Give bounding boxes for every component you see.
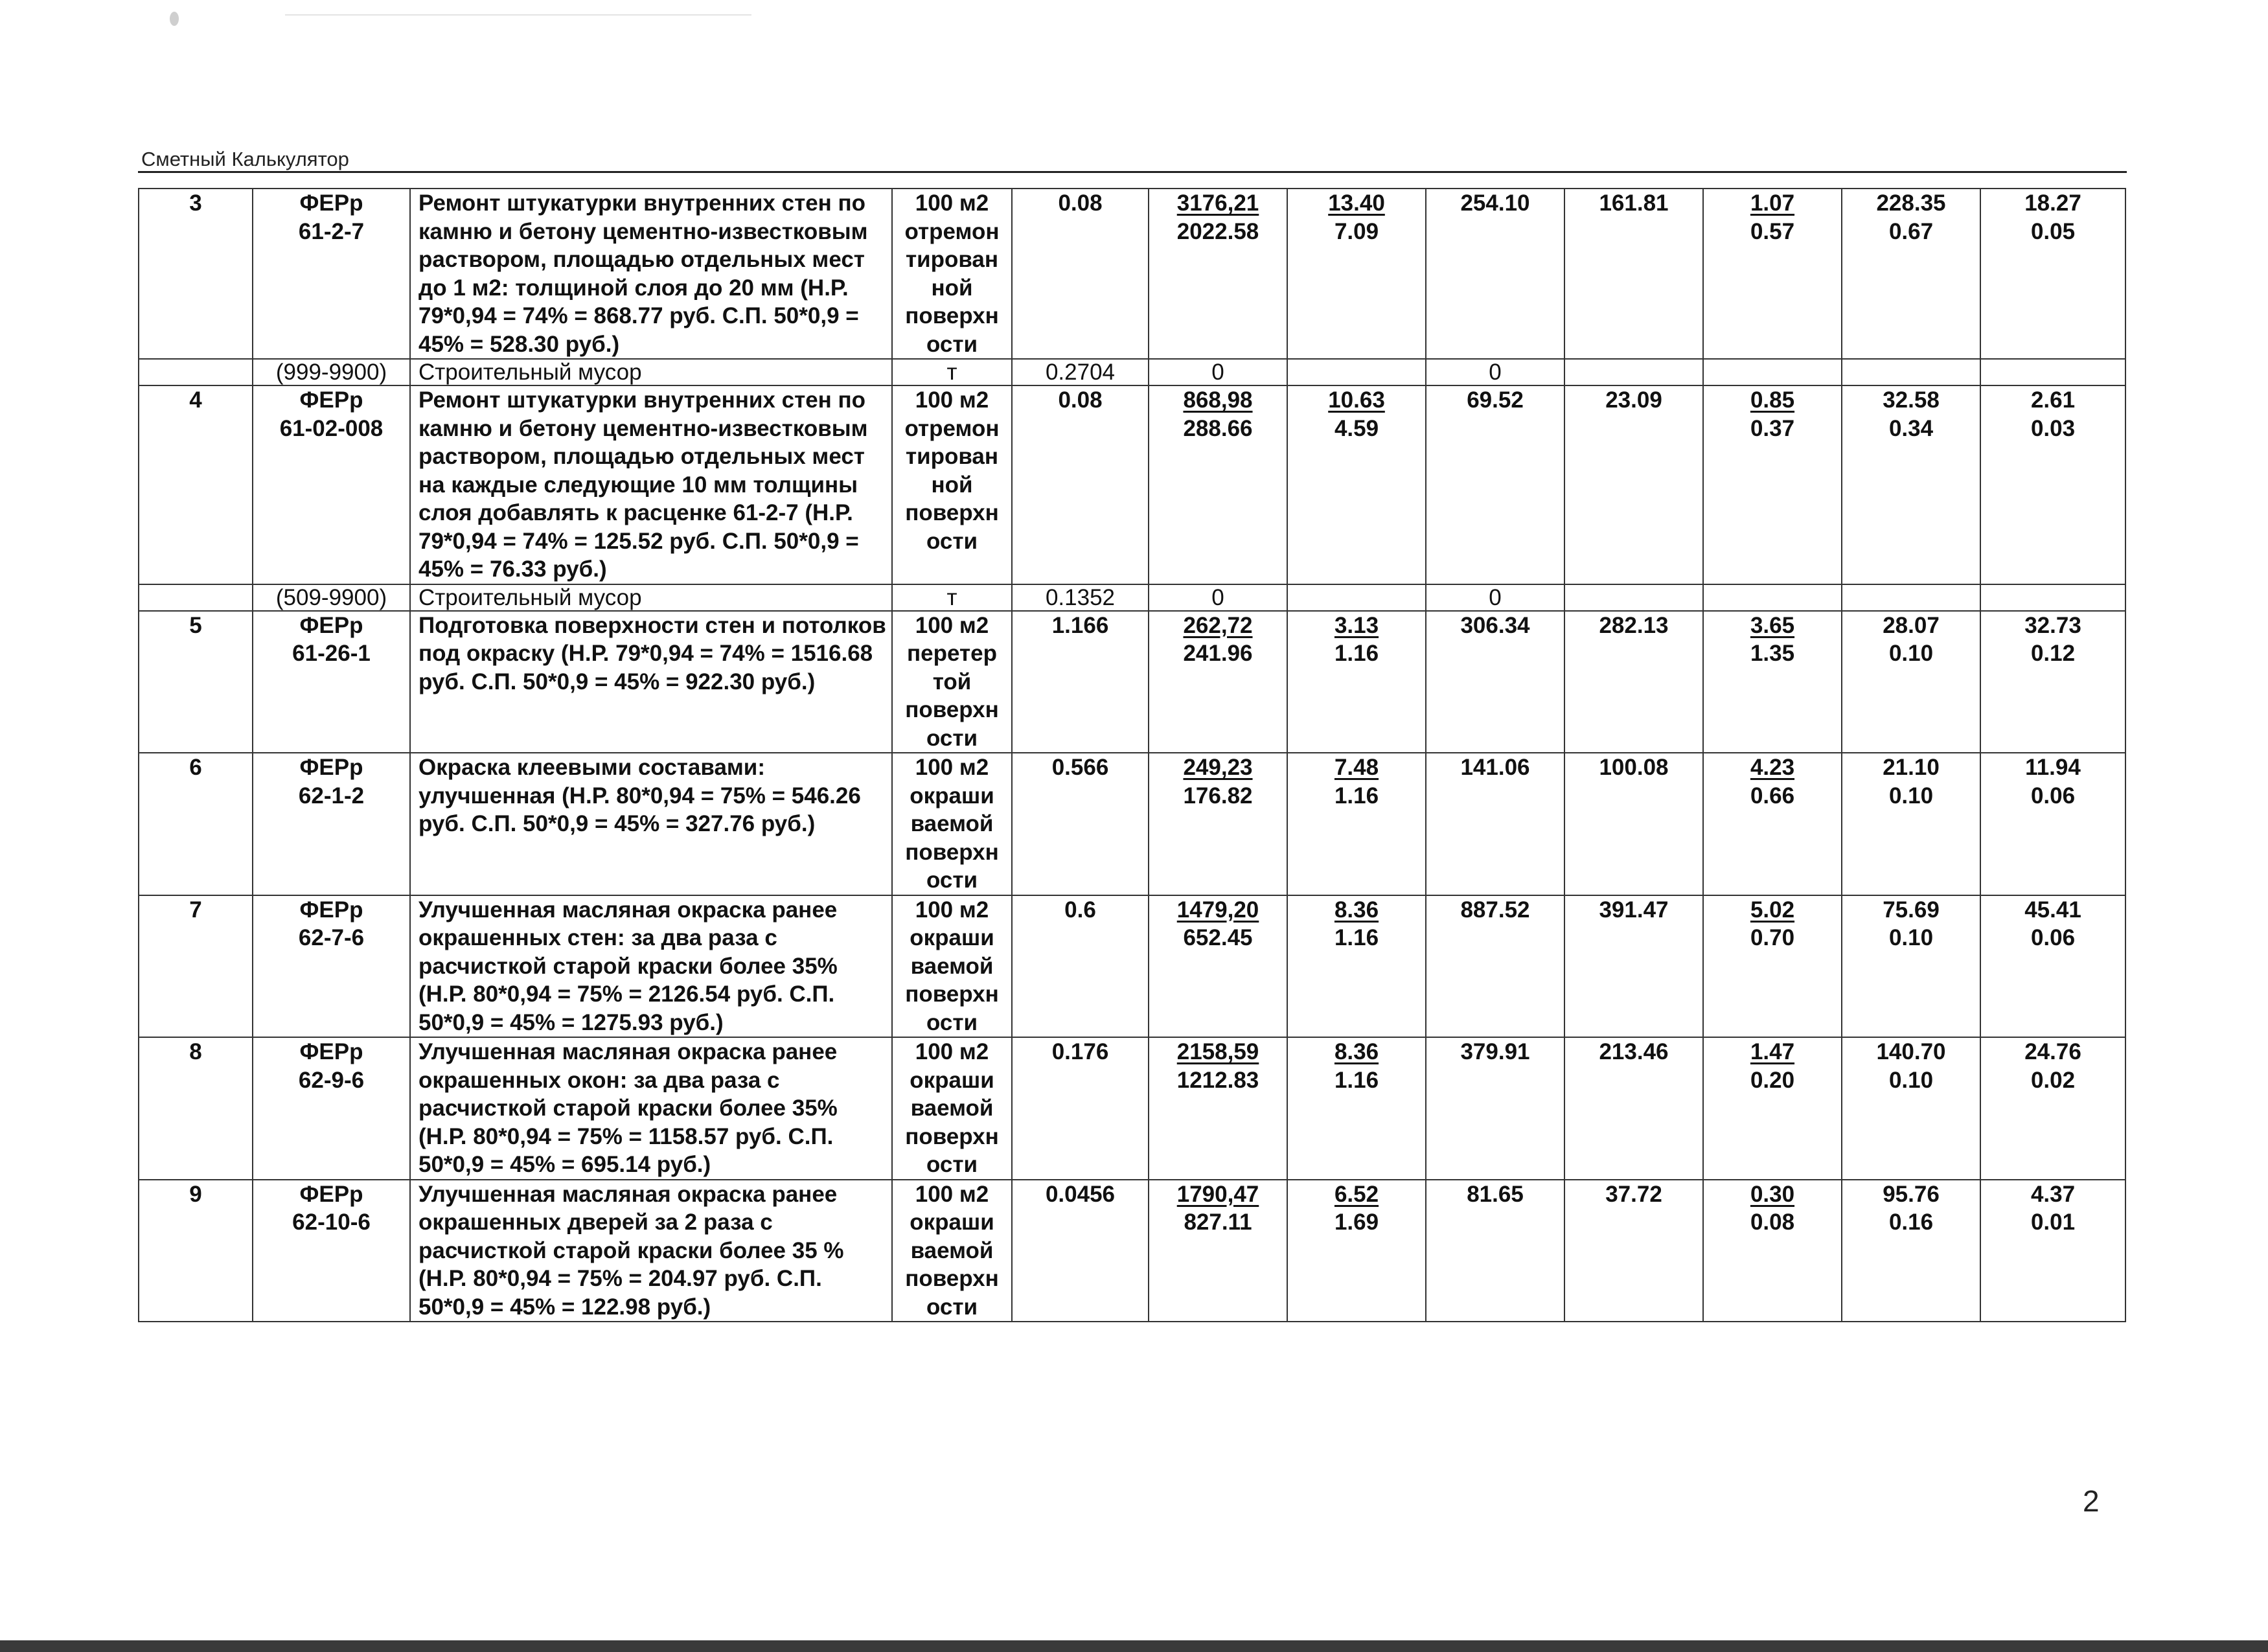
- measure-unit: 100 м2 окраши ваемой поверхн ости: [892, 1180, 1012, 1322]
- labor-per-unit: [1842, 584, 1980, 611]
- work-description: Улучшенная масляная окраска ранее окрашенных окон: за два раза с расчисткой старой краски более 35% (Н.Р. 80*0,94 = 75% = 1158.57 руб. С.П. 50*0,9 = 45% = 695.14 руб.): [410, 1037, 892, 1180]
- estimate-table: [138, 188, 2126, 1322]
- machine-cost-bottom: 1.16: [1334, 641, 1379, 666]
- machine-cost-bottom: 4.59: [1334, 415, 1379, 441]
- wages-total: 23.09: [1564, 385, 1703, 584]
- labor-per-unit-bottom: 0.10: [1888, 1067, 1934, 1093]
- machine-total: [1703, 385, 1842, 584]
- unit-cost-top: [1152, 189, 1284, 218]
- machine-cost-top: [1290, 896, 1423, 924]
- labor-per-unit-bottom: 0.10: [1888, 783, 1934, 809]
- labor-total-bottom: 0.03: [2030, 415, 2076, 441]
- measure-unit: 100 м2 окраши ваемой поверхн ости: [892, 895, 1012, 1038]
- unit-cost: [1149, 611, 1287, 753]
- work-description: Строительный мусор: [410, 359, 892, 385]
- work-description: Окраска клеевыми составами: улучшенная (Н.Р. 80*0,94 = 75% = 546.26 руб. С.П. 50*0,9 = 45% = 327.76 руб.): [410, 753, 892, 895]
- machine-cost: [1287, 584, 1426, 611]
- machine-total-top: [1706, 612, 1838, 640]
- machine-total-top-value: 3.65: [1750, 612, 1795, 638]
- machine-cost-bottom: 7.09: [1334, 218, 1379, 244]
- rate-code: ФЕРр 62-10-6: [253, 1180, 410, 1322]
- table-row: [139, 611, 2125, 753]
- labor-total-top: 4.37: [2030, 1181, 2076, 1207]
- page-number: 2: [2083, 1484, 2100, 1518]
- machine-cost-top: [1290, 189, 1423, 218]
- labor-total-top: 45.41: [2024, 897, 2081, 923]
- machine-cost-top-value: 8.36: [1334, 897, 1379, 923]
- unit-cost: [1149, 385, 1287, 584]
- wages-total: 391.47: [1564, 895, 1703, 1038]
- machine-total: [1703, 611, 1842, 753]
- labor-per-unit-top: 75.69: [1883, 897, 1940, 923]
- labor-per-unit: [1842, 895, 1980, 1038]
- total-cost: 887.52: [1426, 895, 1564, 1038]
- machine-cost-top: [1290, 1180, 1423, 1209]
- machine-cost: [1287, 611, 1426, 753]
- machine-total-top-value: 0.85: [1750, 387, 1795, 413]
- machine-cost-top: [1290, 1038, 1423, 1066]
- machine-total-top-value: 0.30: [1750, 1181, 1795, 1207]
- row-number: [139, 359, 253, 385]
- rate-code: (509-9900): [253, 584, 410, 611]
- labor-per-unit: [1842, 611, 1980, 753]
- machine-total-top-value: 1.47: [1750, 1039, 1795, 1064]
- labor-total: [1980, 1180, 2125, 1322]
- wages-total: 37.72: [1564, 1180, 1703, 1322]
- machine-cost-top: [1290, 753, 1423, 782]
- labor-total: [1980, 584, 2125, 611]
- unit-cost-top: [1152, 1038, 1284, 1066]
- machine-cost: [1287, 1180, 1426, 1322]
- labor-total-top: 2.61: [2030, 387, 2076, 413]
- labor-total: [1980, 611, 2125, 753]
- machine-total: [1703, 189, 1842, 359]
- unit-cost: [1149, 1180, 1287, 1322]
- unit-cost-bottom: 652.45: [1183, 925, 1253, 950]
- quantity: 0.0456: [1012, 1180, 1149, 1322]
- machine-total: [1703, 895, 1842, 1038]
- total-cost: 379.91: [1426, 1037, 1564, 1180]
- table-row: [139, 753, 2125, 895]
- measure-unit: 100 м2 отремон тирован ной поверхн ости: [892, 189, 1012, 359]
- machine-total-top-value: 4.23: [1750, 755, 1795, 780]
- measure-unit: 100 м2 окраши ваемой поверхн ости: [892, 1037, 1012, 1180]
- machine-total-top: [1706, 189, 1838, 218]
- quantity: 0.176: [1012, 1037, 1149, 1180]
- unit-cost-bottom: 176.82: [1183, 783, 1253, 809]
- labor-per-unit: [1842, 1180, 1980, 1322]
- labor-per-unit-top: 28.07: [1883, 612, 1940, 638]
- machine-cost: [1287, 753, 1426, 895]
- machine-total: [1703, 1180, 1842, 1322]
- header-rule: [138, 171, 2127, 173]
- machine-cost-top-value: 13.40: [1328, 190, 1385, 216]
- scan-edge-bar: [0, 1640, 2268, 1652]
- labor-per-unit: [1842, 189, 1980, 359]
- machine-total: [1703, 1037, 1842, 1180]
- labor-total-top: 18.27: [2024, 190, 2081, 216]
- total-cost: 141.06: [1426, 753, 1564, 895]
- unit-cost-top-value: 249,23: [1183, 755, 1253, 780]
- labor-total-top: 24.76: [2024, 1039, 2081, 1064]
- unit-cost-top-value: 868,98: [1183, 387, 1253, 413]
- machine-cost-top-value: 8.36: [1334, 1039, 1379, 1064]
- machine-total-top: [1706, 386, 1838, 415]
- unit-cost-top: [1152, 386, 1284, 415]
- labor-total-bottom: 0.05: [2030, 218, 2076, 244]
- labor-total: [1980, 895, 2125, 1038]
- table-row: [139, 189, 2125, 359]
- total-cost: 0: [1426, 359, 1564, 385]
- unit-cost-bottom: 827.11: [1184, 1210, 1252, 1235]
- machine-total-top: [1706, 896, 1838, 924]
- labor-per-unit-bottom: 0.67: [1888, 218, 1934, 244]
- machine-total-bottom: 0.20: [1750, 1067, 1795, 1093]
- row-number: 8: [139, 1037, 253, 1180]
- labor-per-unit: [1842, 753, 1980, 895]
- unit-cost-top: [1152, 1180, 1284, 1209]
- machine-cost-top-value: 10.63: [1328, 387, 1385, 413]
- machine-total-top-value: 1.07: [1750, 190, 1795, 216]
- work-description: Ремонт штукатурки внутренних стен по камню и бетону цементно-известковым раствором, площадью отдельных мест до 1 м2: толщиной слоя до 20 мм (Н.Р. 79*0,94 = 74% = 868.77 руб. С.П. 50*0,9 = 45% = 528.30 руб.): [410, 189, 892, 359]
- quantity: 1.166: [1012, 611, 1149, 753]
- machine-total: [1703, 359, 1842, 385]
- machine-total-bottom: 0.66: [1750, 783, 1795, 809]
- row-number: 7: [139, 895, 253, 1038]
- labor-total: [1980, 189, 2125, 359]
- measure-unit: 100 м2 перетер той поверхн ости: [892, 611, 1012, 753]
- document-header-title: Сметный Калькулятор: [141, 148, 349, 170]
- wages-total: [1564, 584, 1703, 611]
- machine-cost-bottom: 1.16: [1334, 783, 1379, 809]
- unit-cost-bottom: 1212.83: [1176, 1067, 1259, 1093]
- row-number: [139, 584, 253, 611]
- unit-cost-top: [1152, 753, 1284, 782]
- labor-total-bottom: 0.12: [2030, 641, 2076, 666]
- measure-unit: т: [892, 359, 1012, 385]
- machine-total-bottom: 0.37: [1750, 415, 1795, 441]
- machine-cost: [1287, 385, 1426, 584]
- row-number: 6: [139, 753, 253, 895]
- labor-total-top: 32.73: [2024, 612, 2081, 638]
- machine-cost: [1287, 895, 1426, 1038]
- row-number: 9: [139, 1180, 253, 1322]
- machine-total-bottom: 0.57: [1750, 218, 1795, 244]
- unit-cost-top-value: 1479,20: [1176, 897, 1259, 923]
- labor-total-top: 11.94: [2025, 755, 2081, 780]
- labor-per-unit-top: 228.35: [1876, 190, 1946, 216]
- labor-total-bottom: 0.02: [2030, 1067, 2076, 1093]
- table-row: [139, 359, 2125, 385]
- machine-total-top-value: 5.02: [1750, 897, 1795, 923]
- machine-cost-top-value: 7.48: [1334, 755, 1379, 780]
- wages-total: [1564, 359, 1703, 385]
- total-cost: 306.34: [1426, 611, 1564, 753]
- rate-code: ФЕРр 61-2-7: [253, 189, 410, 359]
- machine-cost-bottom: 1.69: [1334, 1210, 1379, 1235]
- measure-unit: 100 м2 окраши ваемой поверхн ости: [892, 753, 1012, 895]
- unit-cost: [1149, 753, 1287, 895]
- rate-code: ФЕРр 62-7-6: [253, 895, 410, 1038]
- machine-total-top: [1706, 1180, 1838, 1209]
- unit-cost-top: 0: [1211, 584, 1224, 610]
- scan-speck: [170, 12, 179, 26]
- labor-per-unit-top: 21.10: [1883, 755, 1940, 780]
- total-cost: 0: [1426, 584, 1564, 611]
- unit-cost-top-value: 262,72: [1183, 612, 1253, 638]
- machine-cost: [1287, 1037, 1426, 1180]
- labor-total-bottom: 0.06: [2030, 925, 2076, 950]
- machine-total-bottom: 0.08: [1750, 1210, 1795, 1235]
- quantity: 0.1352: [1012, 584, 1149, 611]
- unit-cost: [1149, 584, 1287, 611]
- rate-code: ФЕРр 62-1-2: [253, 753, 410, 895]
- unit-cost-top: 0: [1211, 360, 1224, 385]
- labor-total-bottom: 0.01: [2030, 1210, 2076, 1235]
- machine-total: [1703, 584, 1842, 611]
- quantity: 0.566: [1012, 753, 1149, 895]
- total-cost: 81.65: [1426, 1180, 1564, 1322]
- wages-total: 213.46: [1564, 1037, 1703, 1180]
- unit-cost: [1149, 189, 1287, 359]
- table-row: [139, 1037, 2125, 1180]
- machine-total-bottom: 1.35: [1750, 641, 1795, 666]
- unit-cost-bottom: 241.96: [1183, 641, 1253, 666]
- measure-unit: 100 м2 отремон тирован ной поверхн ости: [892, 385, 1012, 584]
- table-row: [139, 385, 2125, 584]
- table-row: [139, 584, 2125, 611]
- work-description: Ремонт штукатурки внутренних стен по камню и бетону цементно-известковым раствором, площадью отдельных мест на каждые следующие 10 мм толщины слоя добавлять к расценке 61-2-7 (Н.Р. 79*0,94 = 74% = 125.52 руб. С.П. 50*0,9 = 45% = 76.33 руб.): [410, 385, 892, 584]
- unit-cost-bottom: 2022.58: [1176, 218, 1259, 244]
- rate-code: ФЕРр 61-26-1: [253, 611, 410, 753]
- wages-total: 161.81: [1564, 189, 1703, 359]
- work-description: Улучшенная масляная окраска ранее окрашенных дверей за 2 раза с расчисткой старой краски более 35 % (Н.Р. 80*0,94 = 75% = 204.97 руб. С.П. 50*0,9 = 45% = 122.98 руб.): [410, 1180, 892, 1322]
- labor-total: [1980, 385, 2125, 584]
- unit-cost-top-value: 1790,47: [1176, 1181, 1259, 1207]
- unit-cost-top-value: 2158,59: [1176, 1039, 1259, 1064]
- machine-total: [1703, 753, 1842, 895]
- unit-cost: [1149, 1037, 1287, 1180]
- rate-code: (999-9900): [253, 359, 410, 385]
- unit-cost-top: [1152, 896, 1284, 924]
- quantity: 0.08: [1012, 385, 1149, 584]
- scan-artifact-line: [285, 14, 751, 16]
- table-row: [139, 895, 2125, 1038]
- estimate-table-body: [139, 189, 2125, 1322]
- unit-cost-top: [1152, 612, 1284, 640]
- labor-per-unit: [1842, 1037, 1980, 1180]
- machine-cost-top-value: 3.13: [1334, 612, 1379, 638]
- machine-cost-top: [1290, 386, 1423, 415]
- unit-cost: [1149, 359, 1287, 385]
- quantity: 0.6: [1012, 895, 1149, 1038]
- row-number: 5: [139, 611, 253, 753]
- labor-per-unit-bottom: 0.16: [1888, 1210, 1934, 1235]
- work-description: Подготовка поверхности стен и потолков под окраску (Н.Р. 79*0,94 = 74% = 1516.68 руб. С.П. 50*0,9 = 45% = 922.30 руб.): [410, 611, 892, 753]
- wages-total: 282.13: [1564, 611, 1703, 753]
- unit-cost-top-value: 3176,21: [1176, 190, 1259, 216]
- labor-per-unit-bottom: 0.10: [1888, 641, 1934, 666]
- table-row: [139, 1180, 2125, 1322]
- labor-per-unit-bottom: 0.34: [1888, 415, 1934, 441]
- machine-cost-top: [1290, 612, 1423, 640]
- measure-unit: т: [892, 584, 1012, 611]
- machine-total-bottom: 0.70: [1750, 925, 1795, 950]
- machine-cost-top-value: 6.52: [1334, 1181, 1379, 1207]
- labor-total: [1980, 753, 2125, 895]
- row-number: 3: [139, 189, 253, 359]
- labor-per-unit: [1842, 359, 1980, 385]
- machine-cost: [1287, 189, 1426, 359]
- labor-total: [1980, 1037, 2125, 1180]
- quantity: 0.08: [1012, 189, 1149, 359]
- labor-per-unit: [1842, 385, 1980, 584]
- unit-cost-bottom: 288.66: [1183, 415, 1253, 441]
- labor-per-unit-top: 140.70: [1876, 1039, 1946, 1064]
- rate-code: ФЕРр 61-02-008: [253, 385, 410, 584]
- total-cost: 69.52: [1426, 385, 1564, 584]
- row-number: 4: [139, 385, 253, 584]
- machine-cost-bottom: 1.16: [1334, 925, 1379, 950]
- wages-total: 100.08: [1564, 753, 1703, 895]
- unit-cost: [1149, 895, 1287, 1038]
- quantity: 0.2704: [1012, 359, 1149, 385]
- machine-cost-bottom: 1.16: [1334, 1067, 1379, 1093]
- labor-total-bottom: 0.06: [2030, 783, 2076, 809]
- work-description: Улучшенная масляная окраска ранее окрашенных стен: за два раза с расчисткой старой краски более 35% (Н.Р. 80*0,94 = 75% = 2126.54 руб. С.П. 50*0,9 = 45% = 1275.93 руб.): [410, 895, 892, 1038]
- machine-cost: [1287, 359, 1426, 385]
- labor-per-unit-top: 95.76: [1883, 1181, 1940, 1207]
- work-description: Строительный мусор: [410, 584, 892, 611]
- rate-code: ФЕРр 62-9-6: [253, 1037, 410, 1180]
- labor-per-unit-top: 32.58: [1883, 387, 1940, 413]
- labor-total: [1980, 359, 2125, 385]
- machine-total-top: [1706, 1038, 1838, 1066]
- machine-total-top: [1706, 753, 1838, 782]
- total-cost: 254.10: [1426, 189, 1564, 359]
- labor-per-unit-bottom: 0.10: [1888, 925, 1934, 950]
